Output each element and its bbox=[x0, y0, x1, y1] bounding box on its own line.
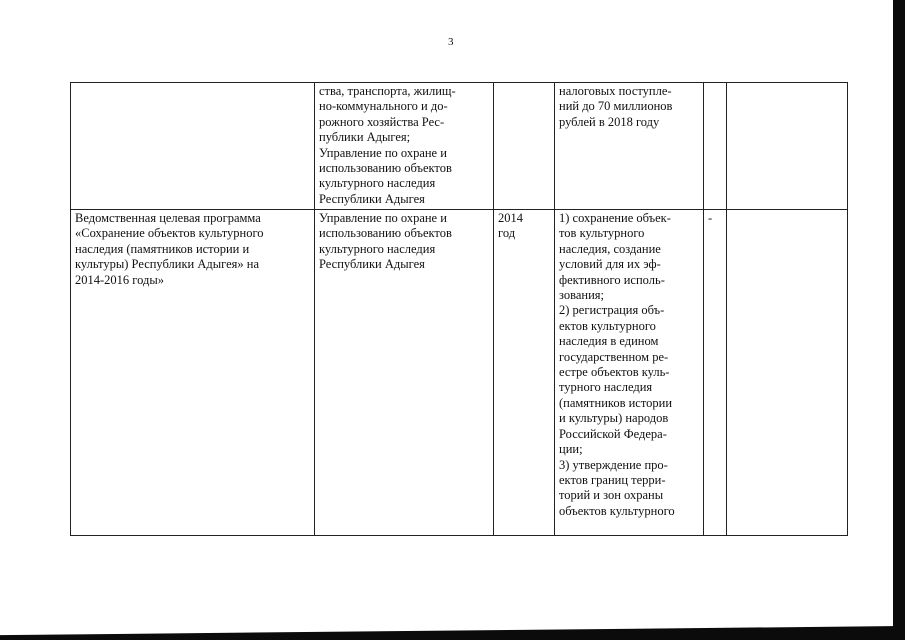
program-cell bbox=[71, 210, 315, 536]
mark-cell bbox=[704, 210, 727, 536]
year-text: 2014 год bbox=[498, 211, 523, 241]
results-text: 1) сохранение объек- тов культурного наследия, создание условий для их эф- фективного исполь- зования; 2) регистрация объ- ектов культурного наследия в едином государственном ре- естре объектов куль- турного наследия (памятников истории и культуры) народов Российской Федера- ции; 3) утверждение про- ектов границ терри- торий и зон охраны объектов культурного bbox=[559, 211, 675, 518]
scan-border-bottom bbox=[0, 626, 905, 640]
notes-cell bbox=[727, 83, 848, 210]
document-table bbox=[70, 82, 848, 536]
year-cell bbox=[494, 210, 555, 536]
results-text: налоговых поступле- ний до 70 миллионов рублей в 2018 году bbox=[559, 84, 673, 129]
executor-text: Управление по охране и использованию объектов культурного наследия Республики Адыгея bbox=[319, 211, 452, 272]
notes-cell bbox=[727, 210, 848, 536]
executor-text: ства, транспорта, жилищ- но-коммунального и до- рожного хозяйства Рес- публики Адыгея; Управление по охране и использованию объектов культурного наследия Республики Адыгея bbox=[319, 84, 456, 206]
results-cell bbox=[555, 83, 704, 210]
mark-cell bbox=[704, 83, 727, 210]
results-cell bbox=[555, 210, 704, 536]
table-row bbox=[71, 83, 848, 210]
mark-text: - bbox=[708, 211, 713, 225]
page-number: 3 bbox=[448, 36, 454, 48]
executor-cell bbox=[315, 83, 494, 210]
program-cell bbox=[71, 83, 315, 210]
year-cell bbox=[494, 83, 555, 210]
executor-cell bbox=[315, 210, 494, 536]
program-text: Ведомственная целевая программа «Сохранение объектов культурного наследия (памятников истории и культуры) Республики Адыгея» на 2014-2016 годы» bbox=[75, 211, 264, 287]
table-row bbox=[71, 210, 848, 536]
scan-border-right bbox=[893, 0, 905, 640]
